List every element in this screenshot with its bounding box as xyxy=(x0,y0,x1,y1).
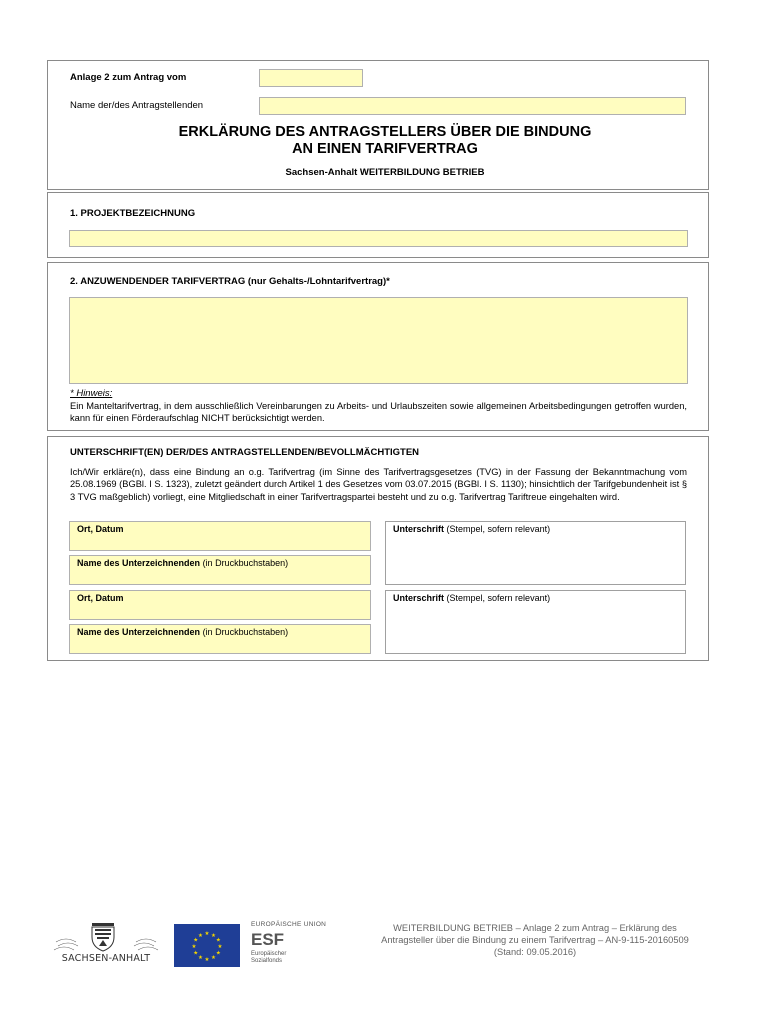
signer-name-note-2: (in Druckbuchstaben) xyxy=(202,627,289,637)
svg-text:★: ★ xyxy=(204,931,210,937)
esf-label: ESF xyxy=(251,930,285,949)
sachsen-anhalt-wordmark: SACHSEN-ANHALT xyxy=(61,953,151,964)
applicant-name-field[interactable] xyxy=(259,97,686,115)
svg-text:★: ★ xyxy=(193,950,199,957)
esf-sub1: Europäischer xyxy=(251,951,287,957)
section2-heading: 2. ANZUWENDENDER TARIFVERTRAG (nur Gehalts-/Lohntarifvertrag)* xyxy=(70,276,390,287)
footer-text xyxy=(335,922,735,958)
sachsen-anhalt-logo xyxy=(52,922,160,970)
eu-label: EUROPÄISCHE UNION xyxy=(251,921,327,928)
place-date-label-1: Ort, Datum xyxy=(77,524,124,534)
applicant-name-label: Name der/des Antragstellenden xyxy=(70,100,204,111)
signature-note-1: (Stempel, sofern relevant) xyxy=(446,524,551,534)
page-title-line1: ERKLÄRUNG DES ANTRAGSTELLERS ÜBER DIE BINDUNG xyxy=(178,124,592,140)
project-name-field[interactable] xyxy=(69,230,688,247)
signature-label-2: Unterschrift xyxy=(393,593,445,603)
page-subtitle: Sachsen-Anhalt WEITERBILDUNG BETRIEB xyxy=(285,167,485,178)
svg-text:★: ★ xyxy=(191,944,197,950)
section1-heading: 1. PROJEKTBEZEICHNUNG xyxy=(70,208,196,219)
svg-text:★: ★ xyxy=(211,955,216,962)
svg-text:★: ★ xyxy=(204,957,210,963)
svg-text:★: ★ xyxy=(217,944,223,950)
place-date-field-2[interactable] xyxy=(69,590,371,620)
signer-name-field-1[interactable] xyxy=(69,555,371,585)
footer-line3: (Stand: 09.05.2016) xyxy=(493,947,577,957)
signer-name-label-2: Name des Unterzeichnenden xyxy=(77,627,201,637)
tarifvertrag-field[interactable] xyxy=(69,297,688,384)
svg-text:★: ★ xyxy=(198,932,203,939)
footer-line2: Antragsteller über die Bindung zu einem Tarifvertrag – AN-9-115-20160509 xyxy=(381,935,689,945)
place-date-label-2: Ort, Datum xyxy=(77,593,124,603)
declaration-text: Ich/Wir erkläre(n), dass eine Bindung an o.g. Tarifvertrag (im Sinne des Tarifvertragsgesetzes (TVG) in der Fassung der Bekanntmachung vom 25.08.1969 (BGBl. I S. 1323), zuletzt geändert durch Artikel 1 des Gesetzes vom 03.07.2015 (BGBl. I S. 1130); hinsichtlich der Tarifgebundenheit ist § 3 TVG maßgeblich) vorliegt, eine Mitgliedschaft in einer Tarifvertragspartei besteht und zu o.g. Tarifvertrag Tariftreue eingehalten wird. xyxy=(70,467,687,502)
signature-label-1: Unterschrift xyxy=(393,524,445,534)
footer-line1: WEITERBILDUNG BETRIEB – Anlage 2 zum Antrag – Erklärung des xyxy=(393,923,677,933)
section-projektbezeichnung xyxy=(47,192,709,258)
esf-logo xyxy=(251,921,331,969)
signer-name-field-2[interactable] xyxy=(69,624,371,654)
signature-field-2[interactable] xyxy=(385,590,686,654)
page-title-line2: AN EINEN TARIFVERTRAG xyxy=(292,141,478,157)
eu-flag xyxy=(174,924,240,967)
svg-text:★: ★ xyxy=(215,950,221,957)
esf-sub2: Sozialfonds xyxy=(251,958,283,964)
anlage-label: Anlage 2 zum Antrag vom xyxy=(70,72,187,83)
anlage-date-field[interactable] xyxy=(259,69,363,87)
place-date-field-1[interactable] xyxy=(69,521,371,551)
svg-text:★: ★ xyxy=(211,932,216,939)
coat-of-arms-icon xyxy=(52,922,160,952)
svg-text:★: ★ xyxy=(193,937,199,944)
hint-text: Ein Manteltarifvertrag, in dem ausschließlich Vereinbarungen zu Arbeits- und Urlaubszeiten sowie allgemeinen Arbeitsbedingungen getroffen wurden, kann für einen Förderaufschlag NICHT berücksichtigt werden. xyxy=(70,401,687,424)
signer-name-note-1: (in Druckbuchstaben) xyxy=(202,558,289,568)
signature-note-2: (Stempel, sofern relevant) xyxy=(446,593,551,603)
eu-stars-icon xyxy=(174,924,240,967)
svg-text:★: ★ xyxy=(215,937,221,944)
signature-field-1[interactable] xyxy=(385,521,686,585)
signatures-heading: UNTERSCHRIFT(EN) DER/DES ANTRAGSTELLENDEN/BEVOLLMÄCHTIGTEN xyxy=(70,447,420,458)
svg-text:★: ★ xyxy=(198,955,203,962)
hint-label: * Hinweis: xyxy=(70,388,113,399)
signer-name-label-1: Name des Unterzeichnenden xyxy=(77,558,201,568)
